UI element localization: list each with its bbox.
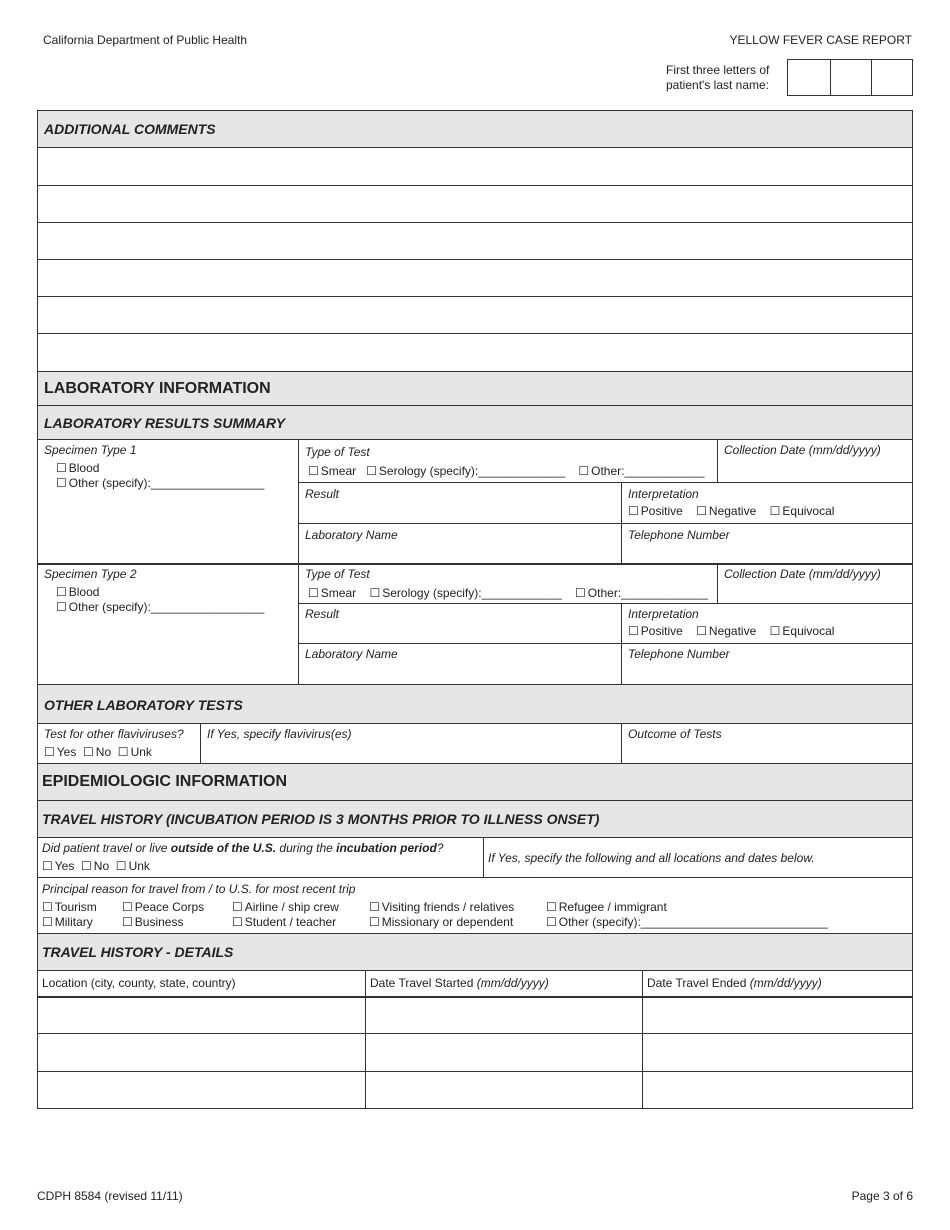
travel-row-3-end[interactable]: [643, 1072, 912, 1108]
travel-question-label: [42, 841, 443, 855]
reason-label: Other (specify):____________________________: [558, 915, 828, 929]
reason-label: Student / teacher: [244, 915, 337, 929]
travel-reason-label: Principal reason for travel from / to U.S. for most recent trip: [42, 882, 356, 896]
positive-label: Positive: [640, 504, 683, 518]
checkbox-icon[interactable]: ☐: [83, 745, 94, 759]
no-label: No: [95, 745, 112, 759]
checkbox-icon[interactable]: ☐: [369, 900, 380, 914]
smear-label: Smear: [320, 464, 357, 478]
comment-line-6[interactable]: [38, 333, 912, 372]
specimen2-test-type: [305, 567, 708, 600]
specimen2-other-label: Other (specify):_________________: [68, 600, 265, 614]
lab-summary-header: [38, 406, 912, 440]
form-id: CDPH 8584 (revised 11/11): [37, 1189, 183, 1203]
reason-label: Missionary or dependent: [381, 915, 514, 929]
checkbox-icon[interactable]: ☐: [122, 915, 133, 929]
specimen2-negative[interactable]: [696, 624, 756, 638]
reason-airline-crew[interactable]: [232, 900, 339, 914]
comment-line-5[interactable]: [38, 296, 912, 334]
interpretation-label: Interpretation: [628, 607, 699, 621]
other-lab-tests-header: [38, 685, 912, 724]
initial-box-3[interactable]: [872, 60, 912, 95]
epi-info-header: [38, 764, 912, 801]
flavivirus-specify[interactable]: If Yes, specify flavivirus(es): [207, 727, 352, 741]
reason-label: Refugee / immigrant: [558, 900, 667, 914]
checkbox-icon[interactable]: ☐: [366, 464, 377, 478]
reason-label: Peace Corps: [134, 900, 205, 914]
initials-label-line2: patient's last name:: [666, 78, 770, 92]
checkbox-icon[interactable]: ☐: [696, 504, 707, 518]
specimen1-other[interactable]: [56, 476, 264, 490]
travel-no[interactable]: [81, 859, 109, 873]
checkbox-icon[interactable]: ☐: [232, 915, 243, 929]
specimen1-interpretation: [628, 487, 834, 518]
reason-label: Business: [134, 915, 184, 929]
checkbox-icon[interactable]: ☐: [769, 504, 781, 518]
checkbox-icon[interactable]: ☐: [546, 900, 557, 914]
comment-line-4[interactable]: [38, 259, 912, 297]
flavivirus-question: [44, 727, 184, 759]
checkbox-icon[interactable]: ☐: [42, 915, 53, 929]
initials-boxes: [787, 59, 913, 96]
col-date-started: [370, 976, 549, 990]
col-location: Location (city, county, state, country): [42, 976, 236, 990]
additional-comments-header: [38, 111, 912, 148]
flavi-no[interactable]: [83, 745, 111, 759]
reason-military[interactable]: [42, 915, 93, 929]
specimen2-test-type-label: Type of Test: [305, 567, 370, 581]
checkbox-icon[interactable]: ☐: [122, 900, 133, 914]
checkbox-icon[interactable]: ☐: [575, 586, 586, 600]
reason-tourism[interactable]: [42, 900, 97, 914]
flavivirus-question-label: Test for other flaviviruses?: [44, 727, 184, 741]
specimen1-smear[interactable]: [308, 464, 356, 478]
checkbox-icon[interactable]: ☐: [369, 915, 380, 929]
specimen2-positive[interactable]: [628, 624, 683, 638]
reason-student[interactable]: [232, 915, 336, 929]
checkbox-icon[interactable]: ☐: [308, 586, 319, 600]
other-test-label: Other:____________: [591, 464, 705, 478]
travel-row-2-location[interactable]: [38, 1034, 365, 1071]
smear-label: Smear: [320, 586, 357, 600]
reason-other[interactable]: [546, 915, 828, 929]
initial-box-1[interactable]: [788, 60, 831, 95]
specimen1-lab-name[interactable]: Laboratory Name: [305, 528, 398, 542]
travel-q-bold2: incubation period: [336, 841, 437, 855]
flavi-yes[interactable]: [44, 745, 76, 759]
checkbox-icon[interactable]: ☐: [44, 745, 55, 759]
unk-label: Unk: [130, 745, 152, 759]
col-date-ended-format: (mm/dd/yyyy): [749, 976, 822, 990]
specimen2-label: Specimen Type 2: [44, 567, 137, 581]
if-yes-instructions: If Yes, specify the following and all locations and dates below.: [488, 851, 815, 865]
reason-missionary[interactable]: [369, 915, 513, 929]
equivocal-label: Equivocal: [782, 624, 835, 638]
specimen1-label: Specimen Type 1: [44, 443, 137, 457]
specimen2-blood-label: Blood: [68, 585, 100, 599]
equivocal-label: Equivocal: [782, 504, 835, 518]
reason-business[interactable]: [122, 915, 183, 929]
travel-row-1-start[interactable]: [366, 998, 642, 1033]
col-date-started-label: Date Travel Started: [370, 976, 477, 990]
specimen2-blood[interactable]: [56, 585, 264, 599]
checkbox-icon[interactable]: ☐: [56, 461, 67, 475]
specimen2-serology[interactable]: [369, 586, 561, 600]
specimen1-telephone[interactable]: Telephone Number: [628, 528, 730, 542]
interpretation-label: Interpretation: [628, 487, 699, 501]
travel-q-part3: ?: [436, 841, 444, 855]
specimen1-serology[interactable]: [366, 464, 565, 478]
travel-details-header: [38, 933, 912, 971]
travel-details-title: TRAVEL HISTORY - DETAILS: [42, 944, 234, 960]
travel-row-2-start[interactable]: [366, 1034, 642, 1071]
specimen2-other[interactable]: [56, 600, 264, 614]
no-label: No: [93, 859, 110, 873]
flavi-unk[interactable]: [118, 745, 152, 759]
epi-info-title: EPIDEMIOLOGIC INFORMATION: [42, 773, 288, 790]
travel-q-part2: during the: [276, 841, 337, 855]
travel-row-1-end[interactable]: [643, 998, 912, 1033]
specimen2-lab-name[interactable]: Laboratory Name: [305, 647, 398, 661]
specimen1-positive[interactable]: [628, 504, 683, 518]
checkbox-icon[interactable]: ☐: [56, 476, 67, 490]
initial-box-2[interactable]: [830, 60, 872, 95]
lab-info-header: [38, 372, 912, 406]
col-date-ended-label: Date Travel Ended: [647, 976, 750, 990]
checkbox-icon[interactable]: ☐: [117, 745, 129, 759]
agency-name: California Department of Public Health: [43, 33, 248, 47]
travel-q-part1: Did patient travel or live: [42, 841, 171, 855]
specimen1-collection-date[interactable]: Collection Date (mm/dd/yyyy): [724, 443, 881, 457]
travel-history-header: [38, 801, 912, 838]
checkbox-icon[interactable]: ☐: [628, 504, 639, 518]
reason-label: Visiting friends / relatives: [381, 900, 515, 914]
checkbox-icon[interactable]: ☐: [56, 585, 67, 599]
checkbox-icon[interactable]: ☐: [115, 859, 127, 873]
checkbox-icon[interactable]: ☐: [42, 859, 53, 873]
travel-row-2-end[interactable]: [643, 1034, 912, 1071]
specimen1-test-type: [305, 445, 705, 478]
negative-label: Negative: [708, 624, 757, 638]
specimen2-telephone[interactable]: Telephone Number: [628, 647, 730, 661]
col-date-ended: [647, 976, 822, 990]
lab-summary-title: LABORATORY RESULTS SUMMARY: [44, 415, 286, 431]
specimen2-smear[interactable]: [308, 586, 356, 600]
checkbox-icon[interactable]: ☐: [578, 464, 590, 478]
yes-label: Yes: [54, 859, 75, 873]
reason-visiting[interactable]: [369, 900, 514, 914]
reason-label: Tourism: [54, 900, 97, 914]
checkbox-icon[interactable]: ☐: [56, 600, 67, 614]
reason-refugee[interactable]: [546, 900, 667, 914]
specimen2-other-test[interactable]: [575, 586, 708, 600]
checkbox-icon[interactable]: ☐: [81, 859, 92, 873]
specimen1-result[interactable]: Result: [305, 487, 340, 501]
checkbox-icon[interactable]: ☐: [546, 915, 557, 929]
travel-q-bold1: outside of the U.S.: [170, 841, 277, 855]
specimen2-equivocal[interactable]: [770, 624, 835, 638]
specimen1-blood-label: Blood: [68, 461, 100, 475]
specimen2-type: [44, 567, 264, 614]
travel-row-1-location[interactable]: [38, 998, 365, 1033]
serology-label: Serology (specify):_____________: [378, 464, 566, 478]
checkbox-icon[interactable]: ☐: [769, 624, 781, 638]
checkbox-icon[interactable]: ☐: [42, 900, 53, 914]
specimen1-other-test[interactable]: [578, 464, 704, 478]
unk-label: Unk: [128, 859, 150, 873]
reason-label: Airline / ship crew: [244, 900, 339, 914]
outcome-of-tests[interactable]: Outcome of Tests: [628, 727, 722, 741]
reason-peace-corps[interactable]: [122, 900, 204, 914]
lab-info-title: LABORATORY INFORMATION: [44, 380, 271, 397]
specimen2-interpretation: [628, 607, 834, 638]
other-test-label: Other:_____________: [587, 586, 708, 600]
travel-row-3-location[interactable]: [38, 1072, 365, 1108]
serology-label: Serology (specify):____________: [382, 586, 562, 600]
specimen1-test-options: [308, 464, 705, 478]
specimen1-type: [44, 443, 264, 490]
checkbox-icon[interactable]: ☐: [369, 586, 381, 600]
specimen2-collection-date[interactable]: Collection Date (mm/dd/yyyy): [724, 567, 881, 581]
checkbox-icon[interactable]: ☐: [628, 624, 639, 638]
initials-label: [666, 63, 769, 93]
specimen1-blood[interactable]: [56, 461, 264, 475]
specimen1-other-label: Other (specify):_________________: [68, 476, 265, 490]
specimen1-test-type-label: Type of Test: [305, 445, 370, 459]
checkbox-icon[interactable]: ☐: [696, 624, 707, 638]
checkbox-icon[interactable]: ☐: [308, 464, 319, 478]
negative-label: Negative: [708, 504, 757, 518]
comment-line-3[interactable]: [38, 222, 912, 260]
page-number: Page 3 of 6: [851, 1189, 913, 1203]
travel-question: [42, 841, 443, 873]
form-title: YELLOW FEVER CASE REPORT: [729, 33, 912, 47]
comment-line-1[interactable]: [38, 148, 912, 186]
reason-label: Military: [54, 915, 93, 929]
yes-label: Yes: [56, 745, 77, 759]
travel-yes[interactable]: [42, 859, 74, 873]
comment-line-2[interactable]: [38, 185, 912, 223]
travel-unk[interactable]: [116, 859, 150, 873]
travel-row-3-start[interactable]: [366, 1072, 642, 1108]
other-lab-tests-title: OTHER LABORATORY TESTS: [44, 697, 243, 713]
initials-label-line1: First three letters of: [666, 63, 770, 77]
additional-comments-title: ADDITIONAL COMMENTS: [44, 121, 216, 137]
positive-label: Positive: [640, 624, 683, 638]
checkbox-icon[interactable]: ☐: [232, 900, 243, 914]
specimen2-result[interactable]: Result: [305, 607, 340, 621]
specimen1-negative[interactable]: [696, 504, 756, 518]
specimen1-equivocal[interactable]: [770, 504, 835, 518]
col-date-started-format: (mm/dd/yyyy): [476, 976, 549, 990]
travel-history-title: TRAVEL HISTORY (INCUBATION PERIOD IS 3 MONTHS PRIOR TO ILLNESS ONSET): [42, 811, 600, 827]
